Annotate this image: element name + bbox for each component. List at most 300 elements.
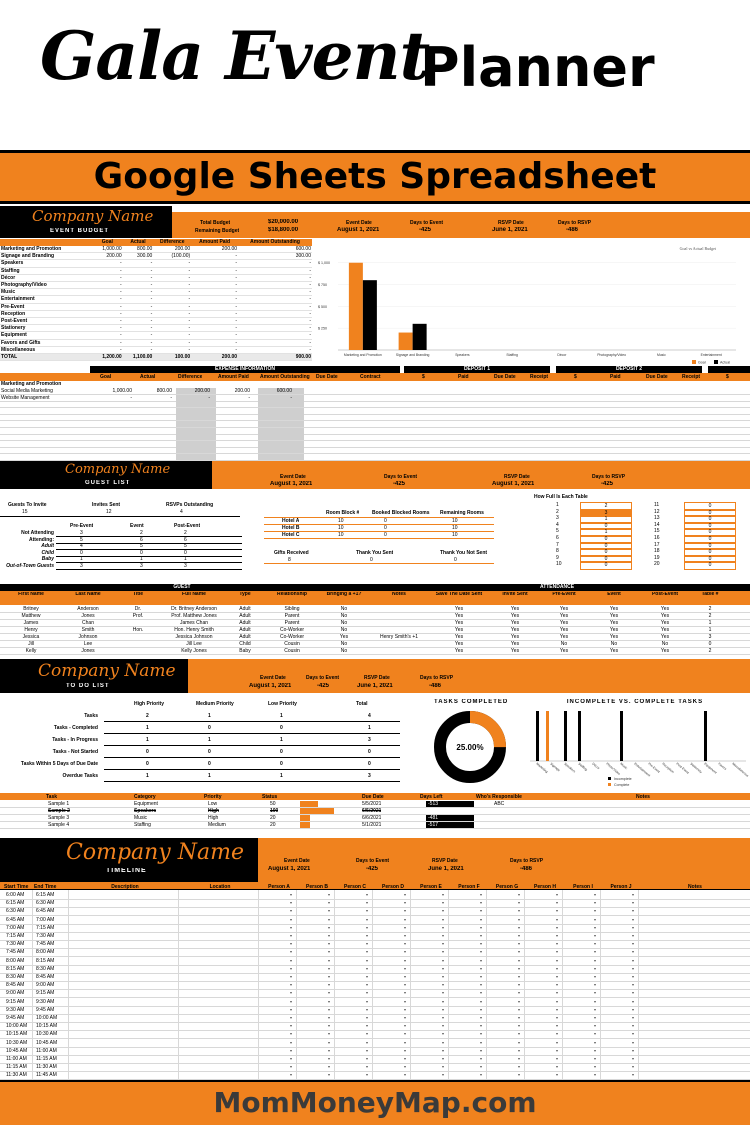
person-dropdown-icon[interactable]: ▾ [480, 974, 483, 979]
person-dropdown-icon[interactable]: ▾ [290, 892, 293, 897]
person-dropdown-icon[interactable]: ▾ [480, 982, 483, 988]
guest-cell[interactable]: Yes [609, 634, 619, 640]
person-dropdown-icon[interactable]: ▾ [404, 1056, 407, 1061]
person-dropdown-icon[interactable]: ▾ [632, 933, 635, 938]
guest-cell[interactable]: Yes [510, 620, 520, 626]
person-dropdown-icon[interactable]: ▾ [328, 916, 331, 922]
person-dropdown-icon[interactable]: ▾ [404, 1047, 407, 1053]
person-dropdown-icon[interactable]: ▾ [518, 1023, 521, 1029]
person-dropdown-icon[interactable]: ▾ [632, 941, 635, 947]
person-dropdown-icon[interactable]: ▾ [366, 990, 369, 996]
guest-cell[interactable]: 2 [708, 606, 712, 612]
person-dropdown-icon[interactable]: ▾ [594, 982, 597, 988]
person-dropdown-icon[interactable]: ▾ [556, 1006, 559, 1012]
person-dropdown-icon[interactable]: ▾ [290, 1064, 293, 1070]
person-dropdown-icon[interactable]: ▾ [556, 1047, 559, 1053]
person-dropdown-icon[interactable]: ▾ [556, 998, 559, 1004]
guest-cell[interactable]: Yes [660, 627, 670, 633]
guest-cell[interactable]: Yes [660, 606, 670, 612]
guest-cell[interactable]: Yes [660, 620, 670, 626]
person-dropdown-icon[interactable]: ▾ [518, 1047, 521, 1053]
person-dropdown-icon[interactable]: ▾ [290, 924, 293, 930]
person-dropdown-icon[interactable]: ▾ [594, 924, 597, 930]
guest-cell[interactable]: Yes [454, 606, 464, 612]
person-dropdown-icon[interactable]: ▾ [290, 933, 293, 938]
person-dropdown-icon[interactable]: ▾ [518, 1031, 521, 1037]
person-dropdown-icon[interactable]: ▾ [366, 916, 369, 922]
person-dropdown-icon[interactable]: ▾ [632, 1047, 635, 1053]
person-dropdown-icon[interactable]: ▾ [328, 1064, 331, 1070]
guest-cell[interactable]: No [340, 606, 348, 612]
person-dropdown-icon[interactable]: ▾ [404, 900, 407, 906]
person-dropdown-icon[interactable]: ▾ [556, 949, 559, 955]
person-dropdown-icon[interactable]: ▾ [290, 1072, 293, 1078]
person-dropdown-icon[interactable]: ▾ [290, 949, 293, 955]
person-dropdown-icon[interactable]: ▾ [632, 957, 635, 963]
guest-cell[interactable]: Yes [559, 648, 569, 654]
person-dropdown-icon[interactable]: ▾ [556, 933, 559, 938]
person-dropdown-icon[interactable]: ▾ [480, 916, 483, 922]
guest-cell[interactable]: Yes [660, 648, 670, 654]
person-dropdown-icon[interactable]: ▾ [366, 1056, 369, 1061]
person-dropdown-icon[interactable]: ▾ [632, 1006, 635, 1012]
person-dropdown-icon[interactable]: ▾ [328, 949, 331, 955]
person-dropdown-icon[interactable]: ▾ [442, 1056, 445, 1061]
person-dropdown-icon[interactable]: ▾ [594, 1039, 597, 1045]
person-dropdown-icon[interactable]: ▾ [556, 1031, 559, 1037]
person-dropdown-icon[interactable]: ▾ [518, 1064, 521, 1070]
person-dropdown-icon[interactable]: ▾ [518, 924, 521, 930]
person-dropdown-icon[interactable]: ▾ [404, 974, 407, 979]
guest-cell[interactable]: Yes [609, 620, 619, 626]
guest-cell[interactable]: Yes [510, 606, 520, 612]
person-dropdown-icon[interactable]: ▾ [404, 916, 407, 922]
person-dropdown-icon[interactable]: ▾ [632, 974, 635, 979]
guest-cell[interactable]: Yes [609, 627, 619, 633]
person-dropdown-icon[interactable]: ▾ [442, 957, 445, 963]
guest-cell[interactable]: Yes [510, 634, 520, 640]
person-dropdown-icon[interactable]: ▾ [442, 1031, 445, 1037]
person-dropdown-icon[interactable]: ▾ [328, 1015, 331, 1020]
person-dropdown-icon[interactable]: ▾ [404, 1031, 407, 1037]
person-dropdown-icon[interactable]: ▾ [518, 998, 521, 1004]
person-dropdown-icon[interactable]: ▾ [404, 924, 407, 930]
person-dropdown-icon[interactable]: ▾ [556, 974, 559, 979]
person-dropdown-icon[interactable]: ▾ [366, 900, 369, 906]
guest-cell[interactable]: No [340, 648, 348, 654]
task-cell[interactable]: 20 [270, 822, 276, 828]
person-dropdown-icon[interactable]: ▾ [328, 1039, 331, 1045]
person-dropdown-icon[interactable]: ▾ [328, 957, 331, 963]
person-dropdown-icon[interactable]: ▾ [328, 892, 331, 897]
task-cell[interactable]: Low [208, 801, 218, 807]
person-dropdown-icon[interactable]: ▾ [556, 1056, 559, 1061]
person-dropdown-icon[interactable]: ▾ [328, 924, 331, 930]
person-dropdown-icon[interactable]: ▾ [594, 1056, 597, 1061]
person-dropdown-icon[interactable]: ▾ [404, 990, 407, 996]
person-dropdown-icon[interactable]: ▾ [518, 982, 521, 988]
person-dropdown-icon[interactable]: ▾ [404, 1006, 407, 1012]
guest-cell[interactable]: Yes [510, 641, 520, 647]
task-cell[interactable]: Equipment [134, 801, 158, 807]
person-dropdown-icon[interactable]: ▾ [518, 957, 521, 963]
person-dropdown-icon[interactable]: ▾ [518, 949, 521, 955]
person-dropdown-icon[interactable]: ▾ [290, 998, 293, 1004]
guest-cell[interactable]: No [661, 641, 669, 647]
person-dropdown-icon[interactable]: ▾ [518, 908, 521, 914]
person-dropdown-icon[interactable]: ▾ [290, 990, 293, 996]
person-dropdown-icon[interactable]: ▾ [518, 965, 521, 971]
person-dropdown-icon[interactable]: ▾ [442, 1072, 445, 1078]
task-cell[interactable]: Speakers [134, 808, 157, 814]
person-dropdown-icon[interactable]: ▾ [556, 941, 559, 947]
person-dropdown-icon[interactable]: ▾ [366, 1023, 369, 1029]
task-cell[interactable]: Staffing [134, 822, 151, 828]
person-dropdown-icon[interactable]: ▾ [480, 949, 483, 955]
person-dropdown-icon[interactable]: ▾ [442, 1047, 445, 1053]
person-dropdown-icon[interactable]: ▾ [442, 908, 445, 914]
person-dropdown-icon[interactable]: ▾ [556, 924, 559, 930]
person-dropdown-icon[interactable]: ▾ [556, 892, 559, 897]
guest-cell[interactable]: Yes [510, 648, 520, 654]
person-dropdown-icon[interactable]: ▾ [328, 933, 331, 938]
person-dropdown-icon[interactable]: ▾ [366, 957, 369, 963]
person-dropdown-icon[interactable]: ▾ [556, 965, 559, 971]
person-dropdown-icon[interactable]: ▾ [290, 957, 293, 963]
person-dropdown-icon[interactable]: ▾ [632, 1015, 635, 1020]
person-dropdown-icon[interactable]: ▾ [594, 900, 597, 906]
person-dropdown-icon[interactable]: ▾ [442, 1064, 445, 1070]
person-dropdown-icon[interactable]: ▾ [480, 1006, 483, 1012]
person-dropdown-icon[interactable]: ▾ [594, 998, 597, 1004]
person-dropdown-icon[interactable]: ▾ [290, 941, 293, 947]
guest-cell[interactable]: Yes [559, 606, 569, 612]
person-dropdown-icon[interactable]: ▾ [594, 908, 597, 914]
person-dropdown-icon[interactable]: ▾ [442, 965, 445, 971]
person-dropdown-icon[interactable]: ▾ [328, 941, 331, 947]
person-dropdown-icon[interactable]: ▾ [480, 1056, 483, 1061]
guest-cell[interactable]: Yes [510, 613, 520, 619]
person-dropdown-icon[interactable]: ▾ [366, 1047, 369, 1053]
person-dropdown-icon[interactable]: ▾ [518, 892, 521, 897]
guest-cell[interactable]: Yes [559, 627, 569, 633]
person-dropdown-icon[interactable]: ▾ [366, 965, 369, 971]
guest-cell[interactable]: Yes [609, 648, 619, 654]
person-dropdown-icon[interactable]: ▾ [366, 941, 369, 947]
person-dropdown-icon[interactable]: ▾ [480, 924, 483, 930]
person-dropdown-icon[interactable]: ▾ [404, 892, 407, 897]
person-dropdown-icon[interactable]: ▾ [556, 908, 559, 914]
task-cell[interactable]: 50 [270, 801, 276, 807]
person-dropdown-icon[interactable]: ▾ [442, 916, 445, 922]
guest-cell[interactable]: 0 [708, 641, 712, 647]
person-dropdown-icon[interactable]: ▾ [290, 965, 293, 971]
person-dropdown-icon[interactable]: ▾ [366, 998, 369, 1004]
person-dropdown-icon[interactable]: ▾ [404, 965, 407, 971]
person-dropdown-icon[interactable]: ▾ [556, 1072, 559, 1078]
person-dropdown-icon[interactable]: ▾ [442, 949, 445, 955]
person-dropdown-icon[interactable]: ▾ [556, 916, 559, 922]
person-dropdown-icon[interactable]: ▾ [632, 1064, 635, 1070]
guest-cell[interactable]: Yes [660, 613, 670, 619]
person-dropdown-icon[interactable]: ▾ [404, 1023, 407, 1029]
person-dropdown-icon[interactable]: ▾ [290, 916, 293, 922]
person-dropdown-icon[interactable]: ▾ [480, 1072, 483, 1078]
guest-cell[interactable]: Yes [454, 648, 464, 654]
task-cell[interactable]: 100 [270, 808, 279, 814]
person-dropdown-icon[interactable]: ▾ [328, 1006, 331, 1012]
person-dropdown-icon[interactable]: ▾ [480, 957, 483, 963]
person-dropdown-icon[interactable]: ▾ [518, 990, 521, 996]
guest-cell[interactable]: Yes [609, 606, 619, 612]
person-dropdown-icon[interactable]: ▾ [518, 1072, 521, 1078]
person-dropdown-icon[interactable]: ▾ [442, 933, 445, 938]
person-dropdown-icon[interactable]: ▾ [632, 1056, 635, 1061]
guest-cell[interactable]: Yes [454, 627, 464, 633]
person-dropdown-icon[interactable]: ▾ [632, 1039, 635, 1045]
person-dropdown-icon[interactable]: ▾ [404, 982, 407, 988]
person-dropdown-icon[interactable]: ▾ [442, 998, 445, 1004]
person-dropdown-icon[interactable]: ▾ [518, 1056, 521, 1061]
person-dropdown-icon[interactable]: ▾ [442, 1015, 445, 1020]
person-dropdown-icon[interactable]: ▾ [480, 1064, 483, 1070]
person-dropdown-icon[interactable]: ▾ [442, 974, 445, 979]
person-dropdown-icon[interactable]: ▾ [328, 1023, 331, 1029]
person-dropdown-icon[interactable]: ▾ [480, 965, 483, 971]
person-dropdown-icon[interactable]: ▾ [328, 982, 331, 988]
person-dropdown-icon[interactable]: ▾ [594, 933, 597, 938]
person-dropdown-icon[interactable]: ▾ [404, 1015, 407, 1020]
person-dropdown-icon[interactable]: ▾ [290, 974, 293, 979]
person-dropdown-icon[interactable]: ▾ [328, 1047, 331, 1053]
person-dropdown-icon[interactable]: ▾ [404, 1072, 407, 1078]
person-dropdown-icon[interactable]: ▾ [366, 908, 369, 914]
guest-cell[interactable]: Yes [559, 634, 569, 640]
person-dropdown-icon[interactable]: ▾ [632, 908, 635, 914]
person-dropdown-icon[interactable]: ▾ [442, 1039, 445, 1045]
guest-cell[interactable]: Yes [559, 620, 569, 626]
person-dropdown-icon[interactable]: ▾ [404, 933, 407, 938]
person-dropdown-icon[interactable]: ▾ [290, 908, 293, 914]
person-dropdown-icon[interactable]: ▾ [290, 1015, 293, 1020]
guest-cell[interactable]: 1 [708, 620, 712, 626]
guest-cell[interactable]: 2 [708, 648, 712, 654]
person-dropdown-icon[interactable]: ▾ [480, 1015, 483, 1020]
person-dropdown-icon[interactable]: ▾ [632, 916, 635, 922]
guest-cell[interactable]: No [340, 627, 348, 633]
person-dropdown-icon[interactable]: ▾ [556, 1064, 559, 1070]
person-dropdown-icon[interactable]: ▾ [404, 941, 407, 947]
guest-cell[interactable]: No [340, 613, 348, 619]
person-dropdown-icon[interactable]: ▾ [594, 941, 597, 947]
person-dropdown-icon[interactable]: ▾ [328, 1072, 331, 1078]
guest-cell[interactable]: 3 [708, 634, 712, 640]
person-dropdown-icon[interactable]: ▾ [594, 892, 597, 897]
person-dropdown-icon[interactable]: ▾ [404, 949, 407, 955]
person-dropdown-icon[interactable]: ▾ [518, 916, 521, 922]
person-dropdown-icon[interactable]: ▾ [290, 982, 293, 988]
person-dropdown-icon[interactable]: ▾ [556, 1015, 559, 1020]
person-dropdown-icon[interactable]: ▾ [632, 998, 635, 1004]
person-dropdown-icon[interactable]: ▾ [594, 916, 597, 922]
todo-legend-label: Complete [614, 783, 630, 787]
person-dropdown-icon[interactable]: ▾ [594, 974, 597, 979]
guest-cell[interactable]: Adult [239, 634, 251, 640]
person-dropdown-icon[interactable]: ▾ [632, 1072, 635, 1078]
person-dropdown-icon[interactable]: ▾ [328, 1031, 331, 1037]
guest-cell[interactable]: Baby [239, 648, 251, 654]
guest-cell[interactable]: Yes [339, 634, 349, 640]
person-dropdown-icon[interactable]: ▾ [404, 998, 407, 1004]
person-dropdown-icon[interactable]: ▾ [556, 982, 559, 988]
person-dropdown-icon[interactable]: ▾ [290, 900, 293, 906]
person-dropdown-icon[interactable]: ▾ [290, 1023, 293, 1029]
person-dropdown-icon[interactable]: ▾ [594, 949, 597, 955]
guest-cell[interactable]: 1 [708, 627, 712, 633]
person-dropdown-icon[interactable]: ▾ [518, 974, 521, 979]
person-dropdown-icon[interactable]: ▾ [290, 1056, 293, 1061]
person-dropdown-icon[interactable]: ▾ [594, 1047, 597, 1053]
guest-cell[interactable]: Adult [239, 613, 251, 619]
person-dropdown-icon[interactable]: ▾ [594, 1031, 597, 1037]
guest-cell[interactable]: Yes [454, 620, 464, 626]
person-dropdown-icon[interactable]: ▾ [556, 900, 559, 906]
guest-cell[interactable]: No [610, 641, 618, 647]
person-dropdown-icon[interactable]: ▾ [480, 908, 483, 914]
person-dropdown-icon[interactable]: ▾ [518, 1006, 521, 1012]
person-dropdown-icon[interactable]: ▾ [632, 900, 635, 906]
person-dropdown-icon[interactable]: ▾ [632, 982, 635, 988]
table-count: 0 [684, 561, 736, 570]
person-dropdown-icon[interactable]: ▾ [594, 965, 597, 971]
guest-cell[interactable]: Yes [454, 641, 464, 647]
person-dropdown-icon[interactable]: ▾ [404, 1064, 407, 1070]
person-dropdown-icon[interactable]: ▾ [442, 941, 445, 947]
person-dropdown-icon[interactable]: ▾ [556, 990, 559, 996]
guest-cell[interactable]: No [560, 641, 568, 647]
person-dropdown-icon[interactable]: ▾ [328, 1056, 331, 1061]
person-dropdown-icon[interactable]: ▾ [480, 998, 483, 1004]
task-cell[interactable]: 20 [270, 815, 276, 821]
person-dropdown-icon[interactable]: ▾ [518, 933, 521, 938]
person-dropdown-icon[interactable]: ▾ [366, 1031, 369, 1037]
person-dropdown-icon[interactable]: ▾ [632, 949, 635, 955]
person-dropdown-icon[interactable]: ▾ [518, 1015, 521, 1020]
task-cell[interactable]: Medium [208, 822, 226, 828]
guest-cell[interactable]: Yes [559, 613, 569, 619]
person-dropdown-icon[interactable]: ▾ [480, 892, 483, 897]
guest-cell[interactable]: Yes [510, 627, 520, 633]
person-dropdown-icon[interactable]: ▾ [366, 1072, 369, 1078]
person-dropdown-icon[interactable]: ▾ [442, 892, 445, 897]
person-dropdown-icon[interactable]: ▾ [480, 1031, 483, 1037]
person-dropdown-icon[interactable]: ▾ [594, 1006, 597, 1012]
person-dropdown-icon[interactable]: ▾ [328, 974, 331, 979]
guest-cell[interactable]: No [340, 620, 348, 626]
person-dropdown-icon[interactable]: ▾ [404, 957, 407, 963]
person-dropdown-icon[interactable]: ▾ [442, 990, 445, 996]
person-dropdown-icon[interactable]: ▾ [632, 965, 635, 971]
person-dropdown-icon[interactable]: ▾ [594, 990, 597, 996]
person-dropdown-icon[interactable]: ▾ [366, 1015, 369, 1020]
person-dropdown-icon[interactable]: ▾ [442, 924, 445, 930]
person-dropdown-icon[interactable]: ▾ [366, 1064, 369, 1070]
person-dropdown-icon[interactable]: ▾ [480, 1039, 483, 1045]
guest-cell[interactable]: Adult [239, 627, 251, 633]
person-dropdown-icon[interactable]: ▾ [366, 949, 369, 955]
person-dropdown-icon[interactable]: ▾ [442, 900, 445, 906]
person-dropdown-icon[interactable]: ▾ [518, 900, 521, 906]
person-dropdown-icon[interactable]: ▾ [594, 1015, 597, 1020]
person-dropdown-icon[interactable]: ▾ [328, 908, 331, 914]
person-dropdown-icon[interactable]: ▾ [404, 1039, 407, 1045]
guest-cell[interactable]: Yes [660, 634, 670, 640]
person-dropdown-icon[interactable]: ▾ [366, 982, 369, 988]
guest-cell[interactable]: Adult [239, 606, 251, 612]
person-dropdown-icon[interactable]: ▾ [366, 924, 369, 930]
person-dropdown-icon[interactable]: ▾ [366, 974, 369, 979]
task-cell[interactable]: Music [134, 815, 148, 821]
person-dropdown-icon[interactable]: ▾ [404, 908, 407, 914]
person-dropdown-icon[interactable]: ▾ [328, 990, 331, 996]
person-dropdown-icon[interactable]: ▾ [632, 1031, 635, 1037]
task-cell[interactable]: High [208, 815, 219, 821]
person-dropdown-icon[interactable]: ▾ [480, 900, 483, 906]
person-dropdown-icon[interactable]: ▾ [290, 1031, 293, 1037]
person-dropdown-icon[interactable]: ▾ [480, 990, 483, 996]
person-dropdown-icon[interactable]: ▾ [632, 990, 635, 996]
person-dropdown-icon[interactable]: ▾ [290, 1047, 293, 1053]
guest-cell[interactable]: Adult [239, 620, 251, 626]
person-dropdown-icon[interactable]: ▾ [594, 957, 597, 963]
person-dropdown-icon[interactable]: ▾ [480, 933, 483, 938]
person-dropdown-icon[interactable]: ▾ [366, 1039, 369, 1045]
person-dropdown-icon[interactable]: ▾ [480, 1023, 483, 1029]
person-dropdown-icon[interactable]: ▾ [290, 1039, 293, 1045]
person-dropdown-icon[interactable]: ▾ [518, 941, 521, 947]
person-dropdown-icon[interactable]: ▾ [556, 957, 559, 963]
person-dropdown-icon[interactable]: ▾ [556, 1039, 559, 1045]
guest-cell[interactable]: Yes [454, 634, 464, 640]
person-dropdown-icon[interactable]: ▾ [594, 1064, 597, 1070]
person-dropdown-icon[interactable]: ▾ [594, 1072, 597, 1078]
person-dropdown-icon[interactable]: ▾ [442, 1006, 445, 1012]
person-dropdown-icon[interactable]: ▾ [328, 900, 331, 906]
person-dropdown-icon[interactable]: ▾ [328, 998, 331, 1004]
person-dropdown-icon[interactable]: ▾ [442, 1023, 445, 1029]
person-dropdown-icon[interactable]: ▾ [632, 892, 635, 897]
person-dropdown-icon[interactable]: ▾ [290, 1006, 293, 1012]
guest-cell[interactable]: Child [239, 641, 251, 647]
person-dropdown-icon[interactable]: ▾ [366, 892, 369, 897]
person-dropdown-icon[interactable]: ▾ [328, 965, 331, 971]
person-dropdown-icon[interactable]: ▾ [480, 941, 483, 947]
guest-cell[interactable]: 2 [708, 613, 712, 619]
person-dropdown-icon[interactable]: ▾ [442, 982, 445, 988]
task-cell[interactable]: High [208, 808, 220, 814]
guest-cell[interactable]: No [340, 641, 348, 647]
person-dropdown-icon[interactable]: ▾ [480, 1047, 483, 1053]
person-dropdown-icon[interactable]: ▾ [556, 1023, 559, 1029]
person-dropdown-icon[interactable]: ▾ [366, 933, 369, 938]
person-dropdown-icon[interactable]: ▾ [632, 1023, 635, 1029]
guest-cell[interactable]: Yes [609, 613, 619, 619]
person-dropdown-icon[interactable]: ▾ [366, 1006, 369, 1012]
person-dropdown-icon[interactable]: ▾ [632, 924, 635, 930]
person-dropdown-icon[interactable]: ▾ [518, 1039, 521, 1045]
guest-cell[interactable]: Yes [454, 613, 464, 619]
person-dropdown-icon[interactable]: ▾ [594, 1023, 597, 1029]
